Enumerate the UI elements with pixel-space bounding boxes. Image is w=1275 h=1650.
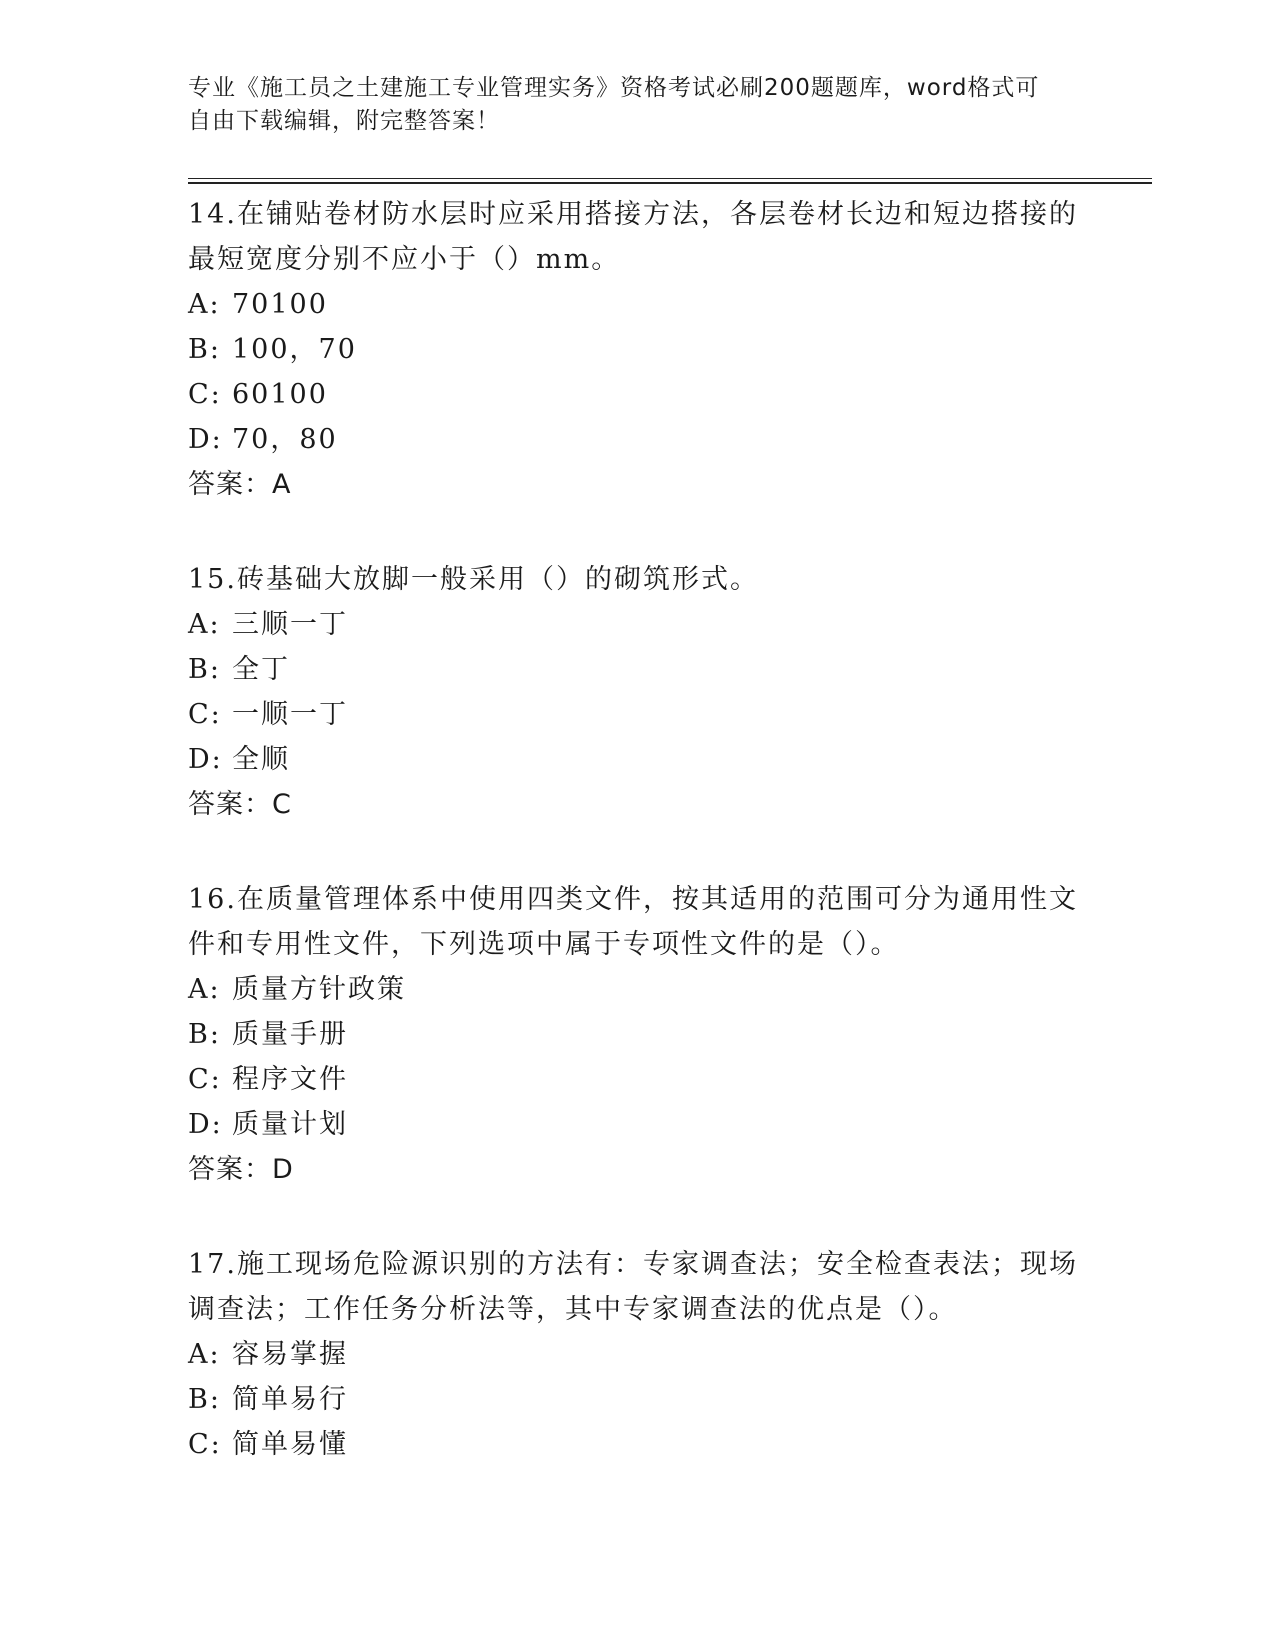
option-label: C:: [188, 1064, 222, 1095]
option-text: 70100: [232, 289, 328, 320]
option-d: [188, 1102, 1088, 1147]
option-d: [188, 417, 1088, 462]
question-text-line: 15.砖基础大放脚一般采用（）的砌筑形式。: [188, 564, 759, 595]
option-label: B:: [188, 334, 221, 365]
option-text: 简单易行: [232, 1384, 348, 1415]
question-text-line: 件和专用性文件，下列选项中属于专项性文件的是（）。: [188, 929, 900, 960]
option-text: 100，70: [232, 334, 357, 365]
question-text-line: 最短宽度分别不应小于（）mm。: [188, 244, 621, 275]
option-a: [188, 1332, 1088, 1377]
question-15: [188, 553, 1088, 827]
question-text-line: 17.施工现场危险源识别的方法有：专家调查法；安全检查表法；现场: [188, 1249, 1078, 1280]
option-b: [188, 327, 1088, 372]
question-list: [188, 188, 1088, 1467]
question-text: [188, 188, 1088, 282]
option-b: [188, 1377, 1088, 1422]
option-text: 三顺一丁: [232, 609, 348, 640]
option-text: 70，80: [232, 424, 338, 455]
option-label: C:: [188, 379, 222, 410]
option-label: C:: [188, 1429, 222, 1460]
option-text: 质量手册: [232, 1019, 348, 1050]
option-label: D:: [188, 1109, 223, 1140]
option-text: 简单易懂: [232, 1429, 348, 1460]
header-divider-bottom: [188, 182, 1152, 184]
question-17: [188, 1238, 1088, 1467]
option-a: [188, 282, 1088, 327]
option-b: [188, 1012, 1088, 1057]
option-label: A:: [188, 609, 221, 640]
header-line-2: 自由下载编辑，附完整答案！: [188, 108, 500, 134]
question-text-line: 16.在质量管理体系中使用四类文件，按其适用的范围可分为通用性文: [188, 884, 1078, 915]
option-label: B:: [188, 654, 221, 685]
option-text: 质量方针政策: [232, 974, 406, 1005]
question-spacer: [188, 1192, 1088, 1238]
option-label: A:: [188, 974, 221, 1005]
option-label: A:: [188, 1339, 221, 1370]
answer-line: 答案：C: [188, 789, 292, 820]
option-text: 60100: [232, 379, 328, 410]
option-label: B:: [188, 1019, 221, 1050]
question-text: [188, 873, 1088, 967]
document-header: [188, 72, 1088, 138]
option-c: [188, 372, 1088, 417]
question-text-line: 14.在铺贴卷材防水层时应采用搭接方法，各层卷材长边和短边搭接的: [188, 199, 1078, 230]
answer-line: 答案：A: [188, 469, 292, 500]
option-label: D:: [188, 744, 223, 775]
option-label: D:: [188, 424, 223, 455]
answer-line: 答案：D: [188, 1154, 294, 1185]
option-text: 程序文件: [232, 1064, 348, 1095]
header-line-1: 专业《施工员之土建施工专业管理实务》资格考试必刷200题题库，word格式可: [188, 75, 1040, 101]
option-a: [188, 602, 1088, 647]
question-14: [188, 188, 1088, 507]
option-label: B:: [188, 1384, 221, 1415]
option-c: [188, 692, 1088, 737]
question-text: [188, 1238, 1088, 1332]
option-c: [188, 1057, 1088, 1102]
header-divider-top: [188, 178, 1152, 179]
question-spacer: [188, 507, 1088, 553]
option-text: 全顺: [232, 744, 290, 775]
option-text: 全丁: [232, 654, 290, 685]
option-b: [188, 647, 1088, 692]
option-label: C:: [188, 699, 222, 730]
question-text-line: 调查法；工作任务分析法等，其中专家调查法的优点是（）。: [188, 1294, 958, 1325]
option-text: 质量计划: [232, 1109, 348, 1140]
question-spacer: [188, 827, 1088, 873]
question-16: [188, 873, 1088, 1192]
option-a: [188, 967, 1088, 1012]
option-d: [188, 737, 1088, 782]
option-c: [188, 1422, 1088, 1467]
question-text: [188, 553, 1088, 602]
option-label: A:: [188, 289, 221, 320]
option-text: 容易掌握: [232, 1339, 348, 1370]
option-text: 一顺一丁: [232, 699, 348, 730]
